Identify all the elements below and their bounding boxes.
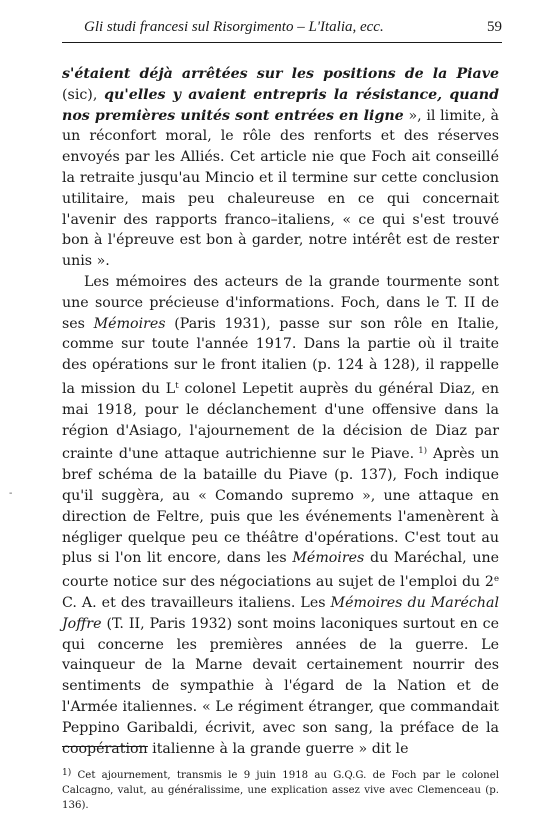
- text-span: C. A. et des travailleurs italiens. Les: [62, 594, 331, 611]
- text-span: (Paris 1931), passe sur son rôle en Italie, comme sur toute l'année 1917. Dans la partie où il traite des opérations sur le front italien (p. 124 à 128), il rappelle la mission du L: [62, 315, 499, 397]
- footnote-text: Cet ajournement, transmis le 9 juin 1918 au G.Q.G. de Foch par le colonel Calcagno, valut, au généralissime, une explication assez vive avec Clemenceau (p. 136).: [62, 770, 499, 811]
- paragraph-2: [62, 272, 499, 759]
- text-span: (T. II, Paris 1932) sont moins laconiques surtout en ce qui concerne les premières années de la guerre. Le vainqueur de la Marne devait certainement nourrir des sentiments de sympathie à l'égard de la Nation et de l'Armée italiennes. « Le régiment étranger, que commandait Peppino Garibaldi, écrivit, avec son sang, la préface de la coopération italienne à la grande guerre » dit le: [62, 615, 499, 757]
- running-title: Gli studi francesi sul Risorgimento – L'Italia, ecc.: [84, 19, 384, 35]
- text-span: du Maréchal, une courte notice sur des négociations au sujet de l'emploi du 2: [62, 550, 499, 591]
- footnote-rule: [62, 746, 148, 747]
- superscript: t: [175, 380, 179, 391]
- paragraph-1: [62, 64, 499, 272]
- footnote: [62, 766, 499, 813]
- running-head: [62, 19, 502, 41]
- book-title: Mémoires: [292, 550, 365, 567]
- text-span: (sic),: [62, 86, 105, 103]
- margin-mark: -: [9, 488, 13, 499]
- quote-emphasis-1: s'étaient déjà arrêtées sur les positions de la Piave: [62, 66, 499, 82]
- superscript: e: [493, 574, 499, 585]
- book-title: Mémoires: [93, 315, 166, 332]
- footnote-reference: 1): [414, 446, 428, 457]
- text-span: », il limite, à un réconfort moral, le rôle des renforts et des réserves envoyés par les Alliés. Cet article nie que Foch ait conseillé la retraite jusqu'au Mincio et il termine sur cette conclusion utilitaire, mais peu chaleureuse en ce qui concernait l'avenir des rapports franco–italiens, « ce qui s'est trouvé bon à l'épreuve est bon à garder, notre intérêt est de rester unis ».: [62, 107, 499, 270]
- text-span: Après un bref schéma de la bataille du Piave (p. 137), Foch indique qu'il suggèra, au « Comando supremo », une attaque en direction de Feltre, puis que les événements l'amenèrent à négliger quelque peu ce théâtre d'opérations. C'est tout au plus si l'on lit encore, dans les: [62, 446, 499, 567]
- footnote-marker: 1): [62, 768, 72, 778]
- book-title: Mémoires du Maréchal Joffre: [62, 594, 499, 632]
- page-number: 59: [487, 19, 502, 35]
- header-rule: [62, 42, 502, 43]
- quote-emphasis-2: qu'elles y avaient entrepris la résistance, quand nos premières unités sont entrées en ligne: [62, 86, 499, 124]
- text-span: colonel Lepetit auprès du général Diaz, en mai 1918, pour le déclanchement d'une offensive dans la région d'Asiago, l'ajournement de la décision de Diaz par crainte d'une attaque autrichienne sur le Piave.: [62, 380, 499, 463]
- body-text: [62, 64, 499, 759]
- text-span: Les mémoires des acteurs de la grande tourmente sont une source précieuse d'informations. Foch, dans le T. II de ses: [62, 273, 499, 332]
